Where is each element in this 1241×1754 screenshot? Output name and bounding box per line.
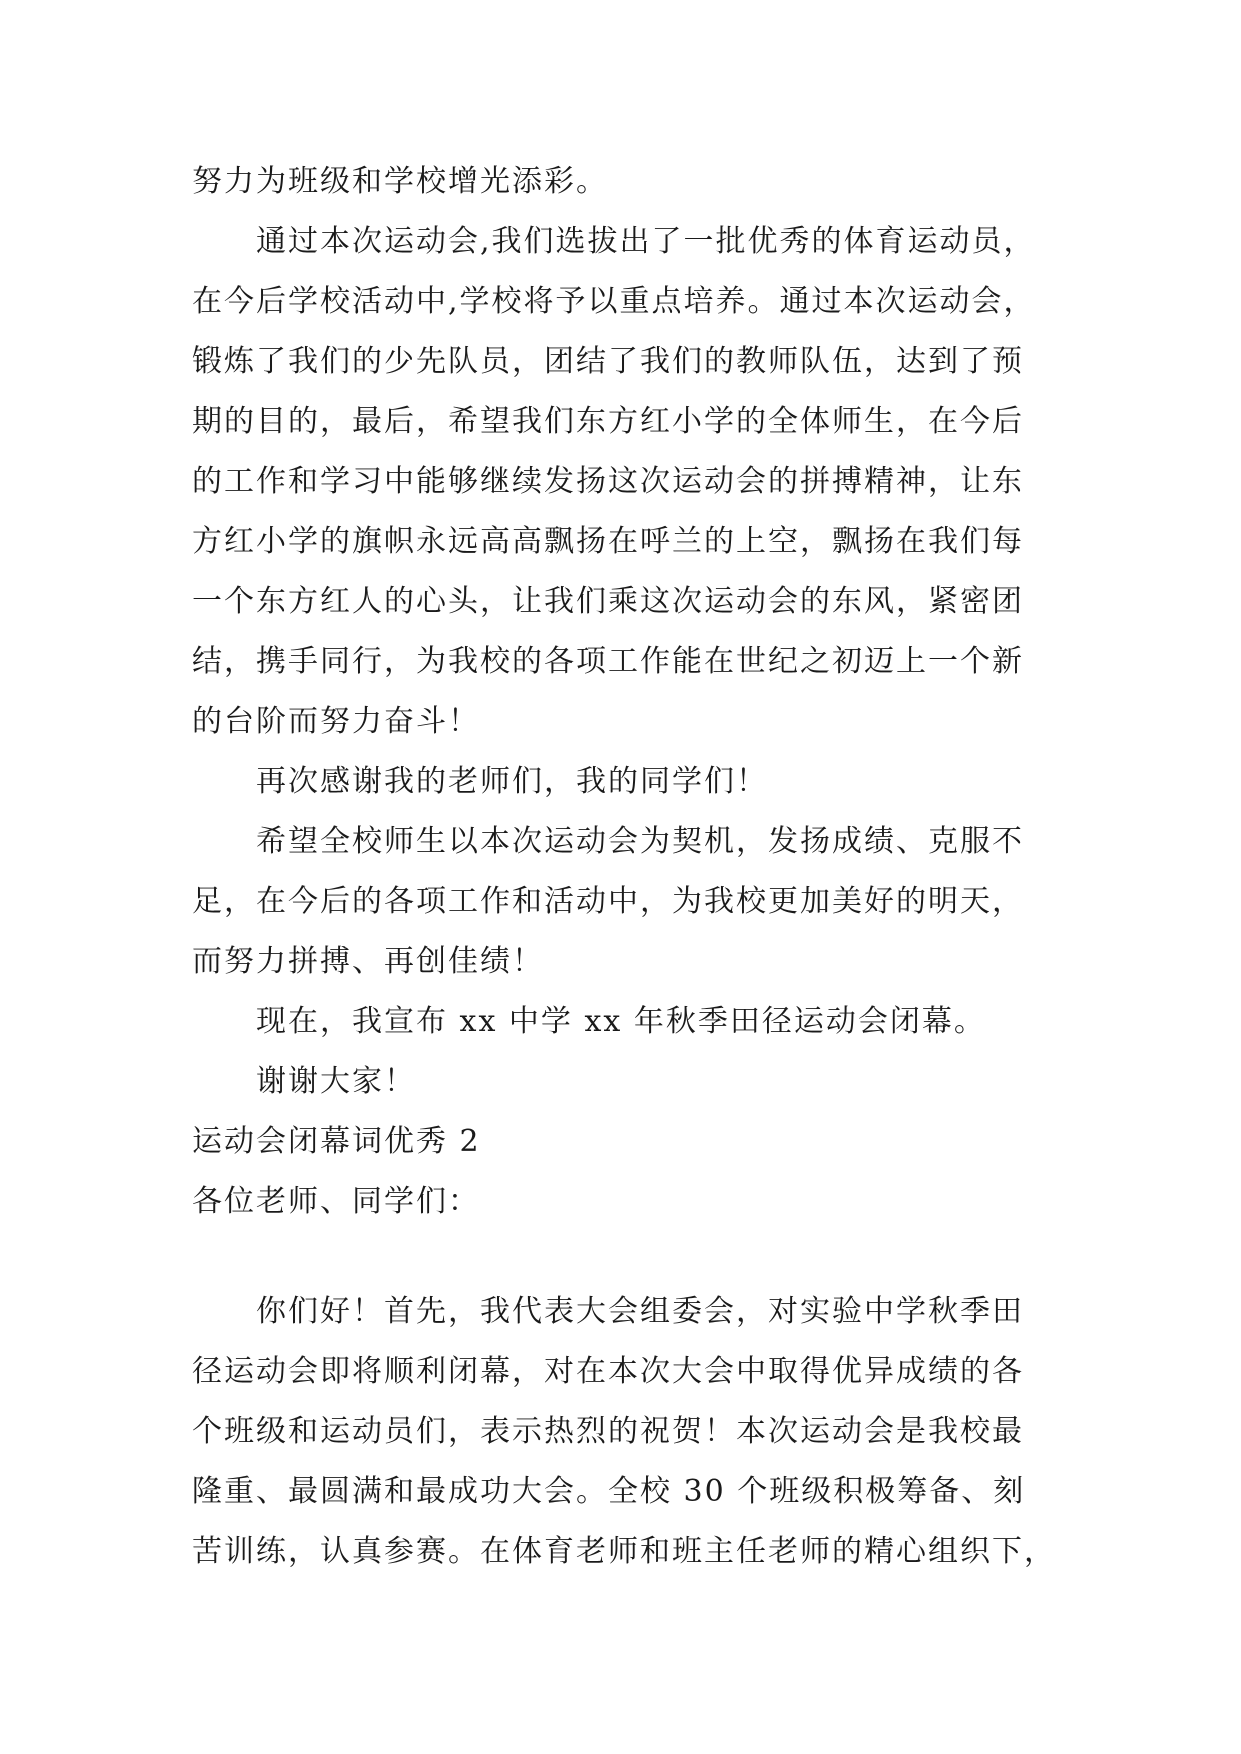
section-heading: 运动会闭幕词优秀 2 (192, 1124, 481, 1159)
text-line: 方红小学的旗帜永远高高飘扬在呼兰的上空，飘扬在我们每 (192, 524, 1024, 559)
text-line: 隆重、最圆满和最成功大会。全校 30 个班级积极筹备、刻 (192, 1474, 1026, 1509)
text-line: 谢谢大家！ (256, 1064, 416, 1099)
text-line: 在今后学校活动中,学校将予以重点培养。通过本次运动会， (192, 284, 1036, 319)
text-line: 径运动会即将顺利闭幕，对在本次大会中取得优异成绩的各 (192, 1354, 1024, 1389)
text-line: 你们好！首先，我代表大会组委会，对实验中学秋季田 (256, 1294, 1024, 1329)
salutation: 各位老师、同学们： (192, 1184, 480, 1219)
text-line: 足，在今后的各项工作和活动中，为我校更加美好的明天， (192, 884, 1024, 919)
text-line: 现在，我宣布 xx 中学 xx 年秋季田径运动会闭幕。 (256, 1004, 986, 1039)
text-line: 通过本次运动会,我们选拔出了一批优秀的体育运动员， (256, 224, 1036, 259)
text-line: 锻炼了我们的少先队员，团结了我们的教师队伍，达到了预 (192, 344, 1024, 379)
text-line: 的工作和学习中能够继续发扬这次运动会的拼搏精神，让东 (192, 464, 1024, 499)
text-line: 努力为班级和学校增光添彩。 (192, 164, 608, 199)
text-line: 而努力拼搏、再创佳绩！ (192, 944, 544, 979)
text-line: 苦训练，认真参赛。在体育老师和班主任老师的精心组织下， (192, 1534, 1056, 1569)
text-line: 的台阶而努力奋斗！ (192, 704, 480, 739)
text-line: 期的目的，最后，希望我们东方红小学的全体师生，在今后 (192, 404, 1024, 439)
text-line: 一个东方红人的心头，让我们乘这次运动会的东风，紧密团 (192, 584, 1024, 619)
text-line: 希望全校师生以本次运动会为契机，发扬成绩、克服不 (256, 824, 1024, 859)
text-line: 再次感谢我的老师们，我的同学们！ (256, 764, 768, 799)
text-line: 结，携手同行，为我校的各项工作能在世纪之初迈上一个新 (192, 644, 1024, 679)
text-line: 个班级和运动员们，表示热烈的祝贺！本次运动会是我校最 (192, 1414, 1024, 1449)
